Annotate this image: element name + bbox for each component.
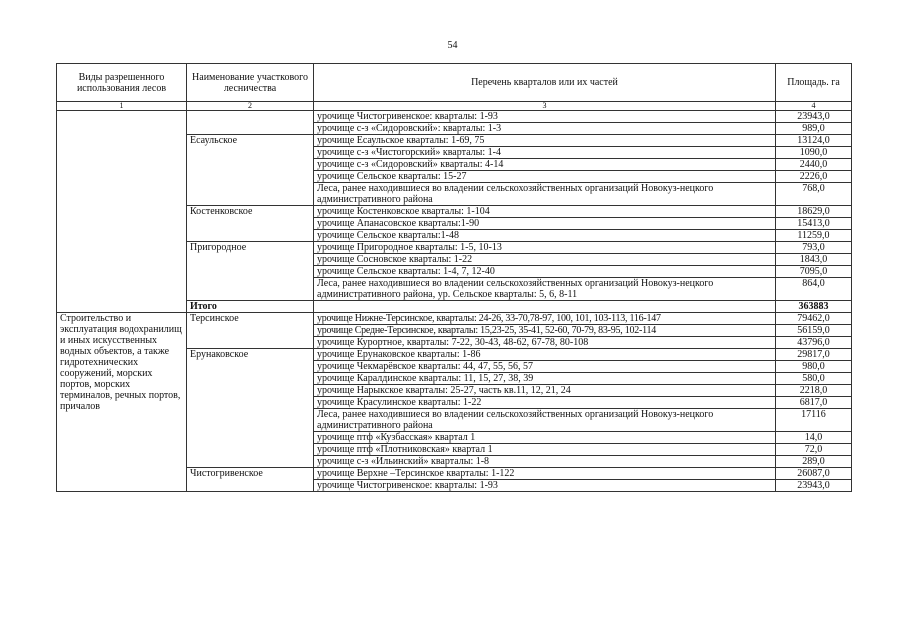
quarters-cell: Леса, ранее находившиеся во владении сельскохозяйственных организаций Новокуз-нецкого административного района (314, 183, 776, 206)
area-cell: 17116 (776, 409, 852, 432)
area-cell: 7095,0 (776, 266, 852, 278)
forestry-cell-esaul: Есаульское (187, 135, 314, 206)
header-forestry: Наименование участкового лесничества (187, 64, 314, 102)
quarters-cell: урочище Нарыкское кварталы: 25-27, часть кв.11, 12, 21, 24 (314, 385, 776, 397)
quarters-cell: урочище Сельское кварталы:1-48 (314, 230, 776, 242)
quarters-cell: урочище Красулинское кварталы: 1-22 (314, 397, 776, 409)
quarters-cell: урочище Сосновское кварталы: 1-22 (314, 254, 776, 266)
area-cell: 11259,0 (776, 230, 852, 242)
quarters-cell: урочище птф «Кузбасская» квартал 1 (314, 432, 776, 444)
total-empty-cell (314, 301, 776, 313)
quarters-cell: урочище птф «Плотниковская» квартал 1 (314, 444, 776, 456)
quarters-cell: урочище Сельское кварталы: 1-4, 7, 12-40 (314, 266, 776, 278)
quarters-cell: урочище с-з «Сидоровский» кварталы: 4-14 (314, 159, 776, 171)
quarters-cell: урочище с-з «Сидоровский»: кварталы: 1-3 (314, 123, 776, 135)
quarters-cell: урочище с-з «Ильинский» кварталы: 1-8 (314, 456, 776, 468)
forestry-cell-chistogriv: Чистогривенское (187, 468, 314, 492)
quarters-cell: урочище Каралдинское кварталы: 11, 15, 27, 38, 39 (314, 373, 776, 385)
area-cell: 2440,0 (776, 159, 852, 171)
column-number: 1 (57, 102, 187, 111)
area-cell: 980,0 (776, 361, 852, 373)
quarters-cell: урочище Курортное, кварталы: 7-22, 30-43, 48-62, 67-78, 80-108 (314, 337, 776, 349)
area-cell: 6817,0 (776, 397, 852, 409)
quarters-cell: Леса, ранее находившиеся во владении сельскохозяйственных организаций Новокуз-нецкого административного района (314, 409, 776, 432)
area-cell: 289,0 (776, 456, 852, 468)
quarters-cell: урочище Костенковское кварталы: 1-104 (314, 206, 776, 218)
quarters-cell: урочище Верхне –Терсинское кварталы: 1-122 (314, 468, 776, 480)
quarters-cell: урочище Чистогривенское: кварталы: 1-93 (314, 480, 776, 492)
area-cell: 29817,0 (776, 349, 852, 361)
header-area: Площадь. га (776, 64, 852, 102)
area-cell: 23943,0 (776, 111, 852, 123)
use-type-cell (57, 111, 187, 313)
area-cell: 15413,0 (776, 218, 852, 230)
quarters-cell: урочище Нижне-Терсинское, кварталы: 24-26, 33-70,78-97, 100, 101, 103-113, 116-147 (314, 313, 776, 325)
forestry-cell-erunak: Ерунаковское (187, 349, 314, 468)
area-cell: 13124,0 (776, 135, 852, 147)
area-cell: 864,0 (776, 278, 852, 301)
quarters-cell: урочище Апанасовское кварталы:1-90 (314, 218, 776, 230)
quarters-cell: урочище Средне-Терсинское, кварталы: 15,23-25, 35-41, 52-60, 70-79, 83-95, 102-114 (314, 325, 776, 337)
area-cell: 989,0 (776, 123, 852, 135)
total-label: Итого (187, 301, 314, 313)
area-cell: 2218,0 (776, 385, 852, 397)
area-cell: 793,0 (776, 242, 852, 254)
area-cell: 79462,0 (776, 313, 852, 325)
quarters-cell: урочище Пригородное кварталы: 1-5, 10-13 (314, 242, 776, 254)
area-cell: 56159,0 (776, 325, 852, 337)
use-type-cell-construction: Строительство и эксплуатация водохранилищ и иных искусственных водных объектов, а также гидротехнических сооружений, морских портов, морских терминалов, речных портов, причалов (57, 313, 187, 492)
table-row (57, 111, 852, 123)
area-cell: 26087,0 (776, 468, 852, 480)
header-use-type: Виды разрешенного использования лесов (57, 64, 187, 102)
area-cell: 580,0 (776, 373, 852, 385)
quarters-cell: урочище Чистогривенское: кварталы: 1-93 (314, 111, 776, 123)
area-cell: 18629,0 (776, 206, 852, 218)
table-row (57, 313, 852, 325)
forest-quarters-table (56, 63, 852, 492)
forestry-cell-kosten: Костенковское (187, 206, 314, 242)
quarters-cell: урочище Есаульское кварталы: 1-69, 75 (314, 135, 776, 147)
forestry-cell-tersin: Терсинское (187, 313, 314, 349)
area-cell: 1843,0 (776, 254, 852, 266)
quarters-cell: урочище Ерунаковское кварталы: 1-86 (314, 349, 776, 361)
table-header-row (57, 64, 852, 102)
quarters-cell: урочище с-з «Чистогорский» кварталы: 1-4 (314, 147, 776, 159)
forestry-cell-prigorod: Пригородное (187, 242, 314, 301)
page-number: 54 (447, 40, 458, 51)
column-number: 3 (314, 102, 776, 111)
total-value: 363883 (776, 301, 852, 313)
quarters-cell: Леса, ранее находившиеся во владении сельскохозяйственных организаций Новокуз-нецкого административного района, ур. Сельское кварталы: 5, 6, 8-11 (314, 278, 776, 301)
column-number: 2 (187, 102, 314, 111)
area-cell: 43796,0 (776, 337, 852, 349)
area-cell: 1090,0 (776, 147, 852, 159)
area-cell: 72,0 (776, 444, 852, 456)
area-cell: 768,0 (776, 183, 852, 206)
column-number-row (57, 102, 852, 111)
quarters-cell: урочище Сельское кварталы: 15-27 (314, 171, 776, 183)
header-quarters: Перечень кварталов или их частей (314, 64, 776, 102)
column-number: 4 (776, 102, 852, 111)
area-cell: 14,0 (776, 432, 852, 444)
area-cell: 2226,0 (776, 171, 852, 183)
area-cell: 23943,0 (776, 480, 852, 492)
forestry-cell (187, 111, 314, 135)
quarters-cell: урочище Чекмарёвское кварталы: 44, 47, 55, 56, 57 (314, 361, 776, 373)
